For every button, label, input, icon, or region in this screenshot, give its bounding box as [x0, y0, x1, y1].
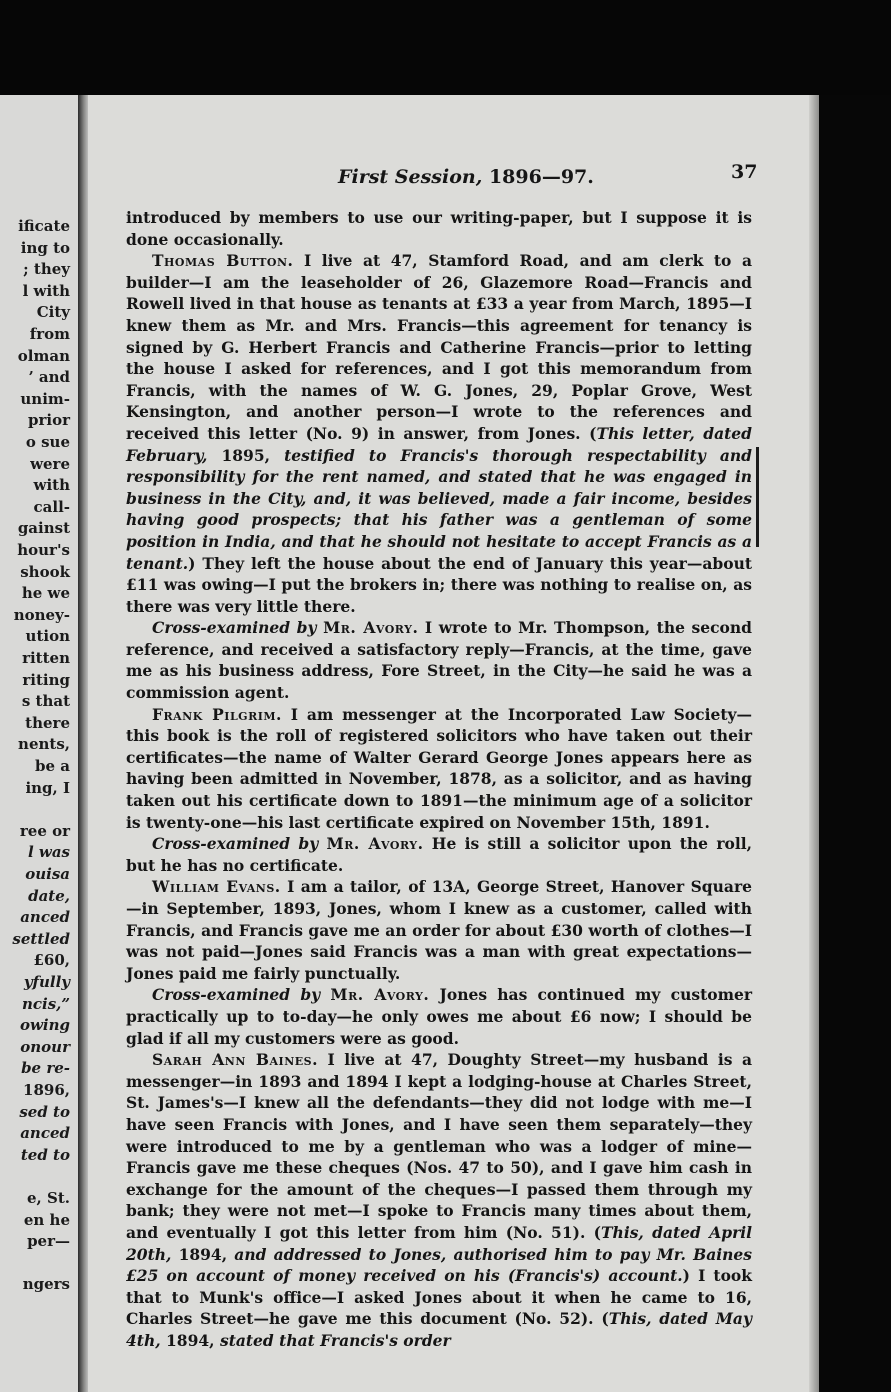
italic-text: and addressed to Jones, authorised him to pay Mr. Baines £25 on account of money received on his (Francis's) account.	[126, 1244, 752, 1286]
left-page-line: ificate	[18, 217, 70, 235]
text-segment: 1895,	[207, 445, 285, 465]
text-segment: I wrote to Mr. Thompson, the second reference, and received a satisfactory reply—Francis, at the time, gave me as his business address, Fore Street, in the City—he said he was a commission agent.	[126, 618, 752, 703]
text-segment: ) They left the house about the end of January this year—about £11 was owing—I put the brokers in; there was nothing to realise on, as there was very little there.	[126, 553, 752, 616]
book-gutter	[78, 95, 88, 1392]
italic-text: Cross-examined by	[152, 985, 321, 1005]
left-page-line: noney-	[13, 605, 70, 624]
left-page-line: olman	[17, 346, 70, 365]
text-segment: He is still a solicitor upon the roll, but he has no certificate.	[126, 834, 752, 875]
left-page-line: 1896,	[23, 1081, 70, 1099]
left-page-line: ouisa	[25, 865, 70, 883]
left-page-line: unim-	[20, 389, 70, 408]
right-page	[88, 95, 809, 1392]
text-segment: I am messenger at the Incorporated Law Society—this book is the roll of registered solicitors who have taken out their certificates—the name of Walter Gerard George Jones appears here as having been admitted in November, 1878, as a solicitor, and as having taken out his certificate down to 1891—the minimum age of a solicitor is twenty-one—his last certificate expired on November 15th, 1891.	[126, 704, 752, 832]
left-page-line: be a	[35, 757, 70, 775]
speaker-name: William Evans.	[152, 877, 281, 897]
speaker-name: Mr. Avory.	[326, 834, 424, 854]
left-page-line: City	[36, 303, 70, 322]
speaker-name: Frank Pilgrim.	[152, 704, 282, 724]
left-page-line: anced	[20, 908, 70, 927]
paragraph	[126, 876, 752, 984]
paragraph	[126, 617, 752, 703]
left-page-line: gainst	[17, 519, 70, 538]
left-page-line: ree or	[19, 821, 70, 840]
italic-text: stated that Francis's order	[219, 1330, 451, 1350]
text-segment	[318, 834, 326, 853]
left-page-line: e, St.	[27, 1189, 70, 1207]
left-page-line: ngers	[22, 1275, 70, 1294]
left-page-line: s that	[21, 692, 70, 711]
left-page-line: with	[33, 476, 70, 495]
running-title	[338, 166, 594, 188]
italic-text: This, dated May 4th,	[126, 1309, 752, 1350]
left-page-line: from	[29, 325, 70, 343]
left-page-line: ’ and	[28, 368, 70, 387]
italic-text: Cross-examined by	[152, 618, 317, 638]
left-page-line: en he	[23, 1210, 70, 1229]
left-page-line: l was	[28, 843, 70, 862]
left-page-line: ted to	[20, 1145, 70, 1164]
left-page-line: were	[30, 454, 70, 473]
left-page-line: per—	[27, 1232, 70, 1251]
running-title-session: First Session,	[338, 166, 483, 188]
left-page-line: ritten	[22, 649, 70, 667]
text-segment: I am a tailor, of 13A, George Street, Hanover Square—in September, 1893, Jones, whom I knew as a customer, called with Francis, and Francis gave me an order for about £30 worth of clothes—I was not paid—Jones said Francis was a man with great expectations—Jones paid me fairly punctually.	[126, 877, 752, 983]
page-number: 37	[731, 161, 758, 183]
left-page-line: £60,	[33, 951, 70, 970]
left-page-line: there	[25, 713, 70, 732]
left-page-line: ; they	[23, 260, 70, 279]
paragraph	[126, 833, 752, 876]
left-page-line: shook	[20, 562, 70, 581]
left-page-line: date,	[28, 886, 70, 905]
left-page-line: l with	[22, 281, 70, 300]
italic-text: This letter, dated February,	[126, 423, 752, 465]
left-page-line: hour's	[17, 541, 70, 559]
left-page-line: prior	[28, 411, 70, 430]
left-page-line: ing to	[20, 238, 70, 257]
text-segment	[320, 985, 330, 1004]
left-page-line: call-	[33, 497, 70, 516]
text-segment: I live at 47, Stamford Road, and am clerk to a builder—I am the leaseholder of 26, Glazemore Road—Francis and Rowell lived in that house as tenants at £33 a year from March, 1895—I knew them as Mr. and Mrs. Francis—this agreement for tenancy is signed by G. Herbert Francis and Catherine Francis—prior to letting the house I asked for references, and I got this memorandum from Francis, with the names of W. G. Jones, 29, Poplar Grove, West Kensington, and another person—I wrote to the references and received this letter (No. 9) in answer, from Jones. (	[126, 251, 752, 443]
text-segment: introduced by members to use our writing-paper, but I suppose it is done occasionally.	[126, 208, 752, 249]
text-segment: Jones has continued my customer practically up to to-day—he only owes me about £6 now; I should be glad if all my customers were as good.	[126, 985, 753, 1048]
left-page-line: nents,	[18, 735, 70, 754]
speaker-name: Mr. Avory.	[330, 985, 430, 1005]
left-page-line: be re-	[21, 1059, 70, 1078]
paragraph	[126, 1049, 752, 1351]
paragraph	[126, 704, 752, 834]
margin-marker-line	[756, 447, 759, 547]
left-page-line: anced	[20, 1124, 70, 1143]
paragraph	[126, 250, 752, 617]
speaker-name: Mr. Avory.	[323, 618, 419, 638]
left-page-line: owing	[19, 1016, 70, 1035]
left-page-line: settled	[12, 929, 70, 948]
body-text	[126, 207, 752, 1351]
italic-text: This, dated April 20th,	[126, 1222, 753, 1264]
left-page-line: o sue	[25, 433, 70, 451]
text-segment: 1894,	[171, 1244, 235, 1264]
left-page-line: ing, I	[25, 778, 70, 797]
left-page-line: ncis,”	[21, 994, 70, 1013]
left-page-line: yfully	[23, 973, 70, 991]
running-title-years: 1896—97.	[488, 166, 594, 188]
left-page-line: sed to	[19, 1102, 70, 1121]
paragraph	[126, 207, 752, 250]
left-page-fragment	[0, 95, 78, 1392]
text-segment: I live at 47, Doughty Street—my husband is a messenger—in 1893 and 1894 I kept a lodging-house at Charles Street, St. James's—I knew all the defendants—they did not lodge with me—I have seen Francis with Jones, and I have seen them separately—they were introduced to me by a gentleman who was a lodger of mine—Francis gave me these cheques (Nos. 47 to 50), and I gave him cash in exchange for the amount of the cheques—I passed them through my bank; they were not met—I spoke to Francis many times about them, and eventually I got this letter from him (No. 51). (	[126, 1050, 752, 1242]
italic-text: testified to Francis's thorough respectability and responsibility for the rent named, and stated that he was engaged in business in the City, and, it was believed, made a fair income, besides having good prospects; that his father was a gentleman of some position in India, and that he should not hesitate to accept Francis as a tenant.	[126, 445, 752, 573]
speaker-name: Sarah Ann Baines.	[152, 1050, 318, 1070]
left-page-line: onour	[20, 1037, 70, 1056]
page-edge	[809, 95, 819, 1392]
left-page-line: he we	[21, 584, 70, 603]
speaker-name: Thomas Button.	[152, 251, 294, 271]
text-segment: ) I took that to Munk's office—I asked Jones about it when he came to 16, Charles Street—he gave me this document (No. 52). (	[126, 1266, 752, 1329]
text-segment: 1894,	[160, 1330, 220, 1350]
scan-dark-border	[0, 0, 891, 95]
italic-text: Cross-examined by	[152, 834, 319, 854]
page-header	[88, 161, 809, 190]
left-page-line: ution	[25, 627, 70, 646]
left-page-line: riting	[22, 670, 70, 689]
paragraph	[126, 984, 752, 1049]
